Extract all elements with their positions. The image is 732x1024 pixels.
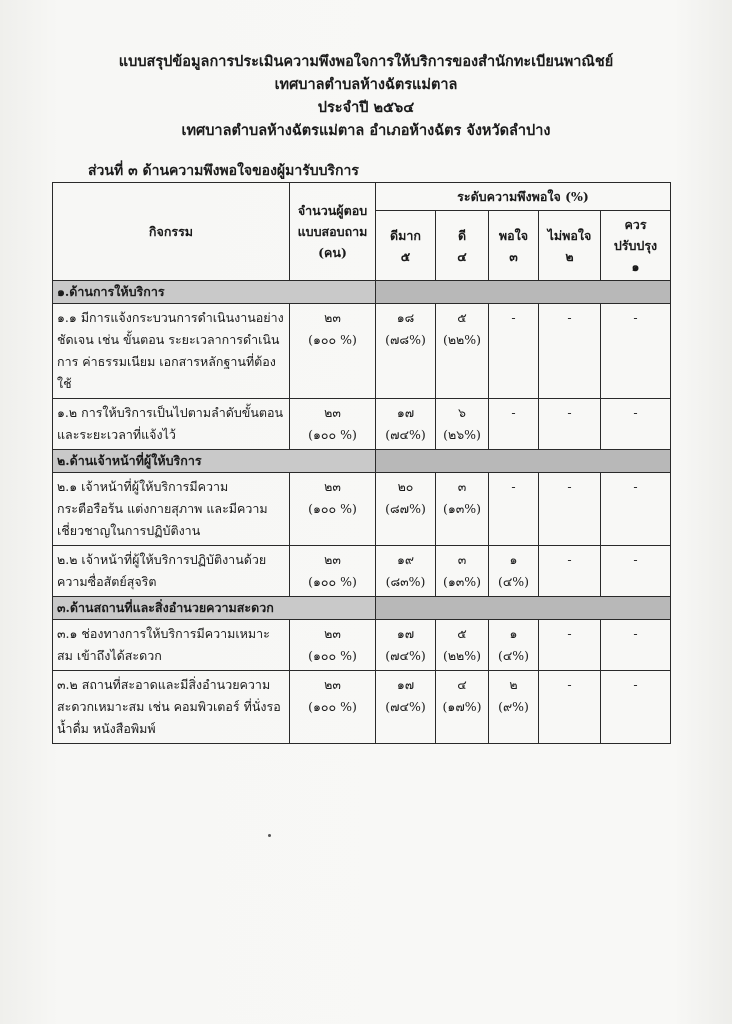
satisfaction-table [52,182,671,744]
level-value-cell [376,546,436,597]
level-value-cell [601,399,671,450]
level-value-cell [489,473,539,546]
level-value-cell [376,671,436,744]
level-count: - [567,479,572,494]
level-label: ไม่พอใจ [547,227,592,243]
category-row [53,450,671,473]
category-shade [376,450,671,473]
level-value-cell [489,399,539,450]
level-percent: (๗๔%) [385,699,426,714]
level-count: ๑๗ [396,626,415,641]
column-header-level [489,211,539,281]
level-percent: (๗๔%) [385,427,426,442]
column-header-level [376,211,436,281]
level-count: - [633,552,638,567]
level-value-cell [376,620,436,671]
level-value-cell [376,399,436,450]
section-caption: ส่วนที่ ๓ ด้านความพึงพอใจของผู้มารับบริการ [88,163,359,179]
level-value-cell [489,546,539,597]
category-row [53,281,671,304]
level-value-cell [539,304,601,399]
level-value-cell [539,399,601,450]
table-row [53,399,671,450]
column-header-activity: กิจกรรม [53,183,290,281]
category-title: ๑.ด้านการให้บริการ [53,281,376,304]
table-row [53,671,671,744]
level-count: ๑ [509,626,518,641]
level-percent: (๒๖%) [443,427,481,442]
level-label: ดีมาก [390,227,421,243]
level-count: ๕ [457,626,467,641]
level-percent: (๔%) [497,648,530,663]
column-header-respondents: จำนวนผู้ตอบแบบสอบถาม (คน) [290,183,376,281]
level-count: ๑๗ [396,405,415,420]
level-count: - [633,405,638,420]
level-score: ๑ [631,259,640,274]
category-shade [376,281,671,304]
respondent-count-cell [290,620,376,671]
level-percent: (๘๗%) [385,501,426,516]
level-score: ๓ [509,248,518,264]
table-row [53,473,671,546]
category-title: ๓.ด้านสถานที่และสิ่งอำนวยความสะดวก [53,597,376,620]
level-count: ๑๘ [396,310,415,325]
level-label: ดี [457,227,467,243]
level-value-cell [489,671,539,744]
level-value-cell [436,546,489,597]
level-score: ๒ [565,248,574,264]
level-count: - [633,479,638,494]
respondent-percent: (๑๐๐ %) [308,699,357,714]
level-label: พอใจ [498,227,529,243]
level-percent: (๘๓%) [385,574,426,589]
table-header-row [53,183,671,211]
level-count: ๑ [509,552,518,567]
level-count: - [567,552,572,567]
category-shade [376,597,671,620]
category-title: ๒.ด้านเจ้าหน้าที่ผู้ให้บริการ [53,450,376,473]
level-percent: (๙%) [498,699,529,714]
level-percent: (๑๓%) [442,574,482,589]
activity-cell: ๒.๒ เจ้าหน้าที่ผู้ให้บริการปฏิบัติงานด้วยความซื่อสัตย์สุจริต [53,546,290,597]
level-count: - [633,310,638,325]
header-line-1: แบบสรุปข้อมูลการประเมินความพึงพอใจการให้บริการของสำนักทะเบียนพาณิชย์ [118,53,614,70]
level-count: - [567,677,572,692]
level-count: - [633,677,638,692]
level-percent: (๗๔%) [385,648,426,663]
table-row [53,304,671,399]
respondent-count: ๒๓ [324,552,341,567]
level-percent: (๒๒%) [442,332,482,347]
level-count: ๓ [457,552,467,567]
column-header-level [539,211,601,281]
respondent-count-cell [290,399,376,450]
level-percent: (๑๗%) [442,699,482,714]
column-header-level [436,211,489,281]
activity-cell: ๓.๒ สถานที่สะอาดและมีสิ่งอำนวยความสะดวกเหมาะสม เช่น คอมพิวเตอร์ ที่นั่งรอ น้ำดื่ม หนังสือพิมพ์ [53,671,290,744]
activity-cell: ๑.๒ การให้บริการเป็นไปตามลำดับขั้นตอนและระยะเวลาที่แจ้งไว้ [53,399,290,450]
level-count: ๑๗ [396,677,415,692]
level-score: ๕ [400,248,411,264]
level-value-cell [376,304,436,399]
level-count: ๓ [457,479,467,494]
level-value-cell [489,304,539,399]
activity-cell: ๓.๑ ช่องทางการให้บริการมีความเหมาะสม เข้าถึงได้สะดวก [53,620,290,671]
level-value-cell [376,473,436,546]
level-value-cell [489,620,539,671]
level-count: ๕ [457,310,467,325]
level-percent: (๑๓%) [442,501,482,516]
respondent-percent: (๑๐๐ %) [308,427,357,442]
level-count: ๒๐ [397,479,414,494]
level-value-cell [436,399,489,450]
level-label: ควรปรับปรุง [613,217,658,253]
level-value-cell [436,671,489,744]
level-value-cell [436,473,489,546]
level-value-cell [539,671,601,744]
level-count: - [567,626,572,641]
level-count: ๑๙ [396,552,415,567]
level-value-cell [539,473,601,546]
level-count: - [633,626,638,641]
level-value-cell [601,546,671,597]
level-value-cell [436,620,489,671]
table-row [53,546,671,597]
level-value-cell [539,546,601,597]
level-percent: (๒๒%) [442,648,482,663]
level-value-cell [436,304,489,399]
scan-speck [268,834,271,837]
respondent-count-cell [290,671,376,744]
level-count: - [511,310,516,325]
respondent-count: ๒๓ [324,677,341,692]
category-row [53,597,671,620]
respondent-percent: (๑๐๐ %) [308,332,357,347]
level-count: - [511,479,516,494]
level-score: ๔ [457,248,467,264]
respondent-percent: (๑๐๐ %) [308,574,357,589]
level-value-cell [539,620,601,671]
table-row [53,620,671,671]
level-percent: (๔%) [497,574,530,589]
level-count: - [567,405,572,420]
level-count: ๔ [457,677,467,692]
respondent-count: ๒๓ [324,310,341,325]
column-header-level [601,211,671,281]
level-count: - [511,405,516,420]
level-value-cell [601,620,671,671]
respondent-percent: (๑๐๐ %) [308,648,357,663]
respondent-count-cell [290,473,376,546]
respondent-percent: (๑๐๐ %) [308,501,357,516]
level-count: ๒ [509,677,518,692]
activity-cell: ๑.๑ มีการแจ้งกระบวนการดำเนินงานอย่างชัดเจน เช่น ขั้นตอน ระยะเวลาการดำเนินการ ค่าธรรมเนียม เอกสารหลักฐานที่ต้องใช้ [53,304,290,399]
activity-cell: ๒.๑ เจ้าหน้าที่ผู้ให้บริการมีความกระตือรือร้น แต่งกายสุภาพ และมีความเชี่ยวชาญในการปฏิบัติงาน [53,473,290,546]
document-header [0,50,732,142]
level-value-cell [601,304,671,399]
respondent-count-cell [290,546,376,597]
header-line-2: เทศบาลตำบลห้างฉัตรแม่ตาล [274,76,458,93]
level-count: - [567,310,572,325]
respondent-count: ๒๓ [324,405,341,420]
column-header-satisfaction: ระดับความพึงพอใจ (%) [376,183,671,211]
respondent-count: ๒๓ [324,479,341,494]
level-value-cell [601,671,671,744]
respondent-count: ๒๓ [324,626,341,641]
level-count: ๖ [458,405,466,420]
level-value-cell [601,473,671,546]
header-line-3: ประจำปี ๒๕๖๔ [317,99,415,116]
header-line-4: เทศบาลตำบลห้างฉัตรแม่ตาล อำเภอห้างฉัตร จังหวัดลำปาง [181,122,551,139]
respondent-count-cell [290,304,376,399]
level-percent: (๗๘%) [385,332,426,347]
